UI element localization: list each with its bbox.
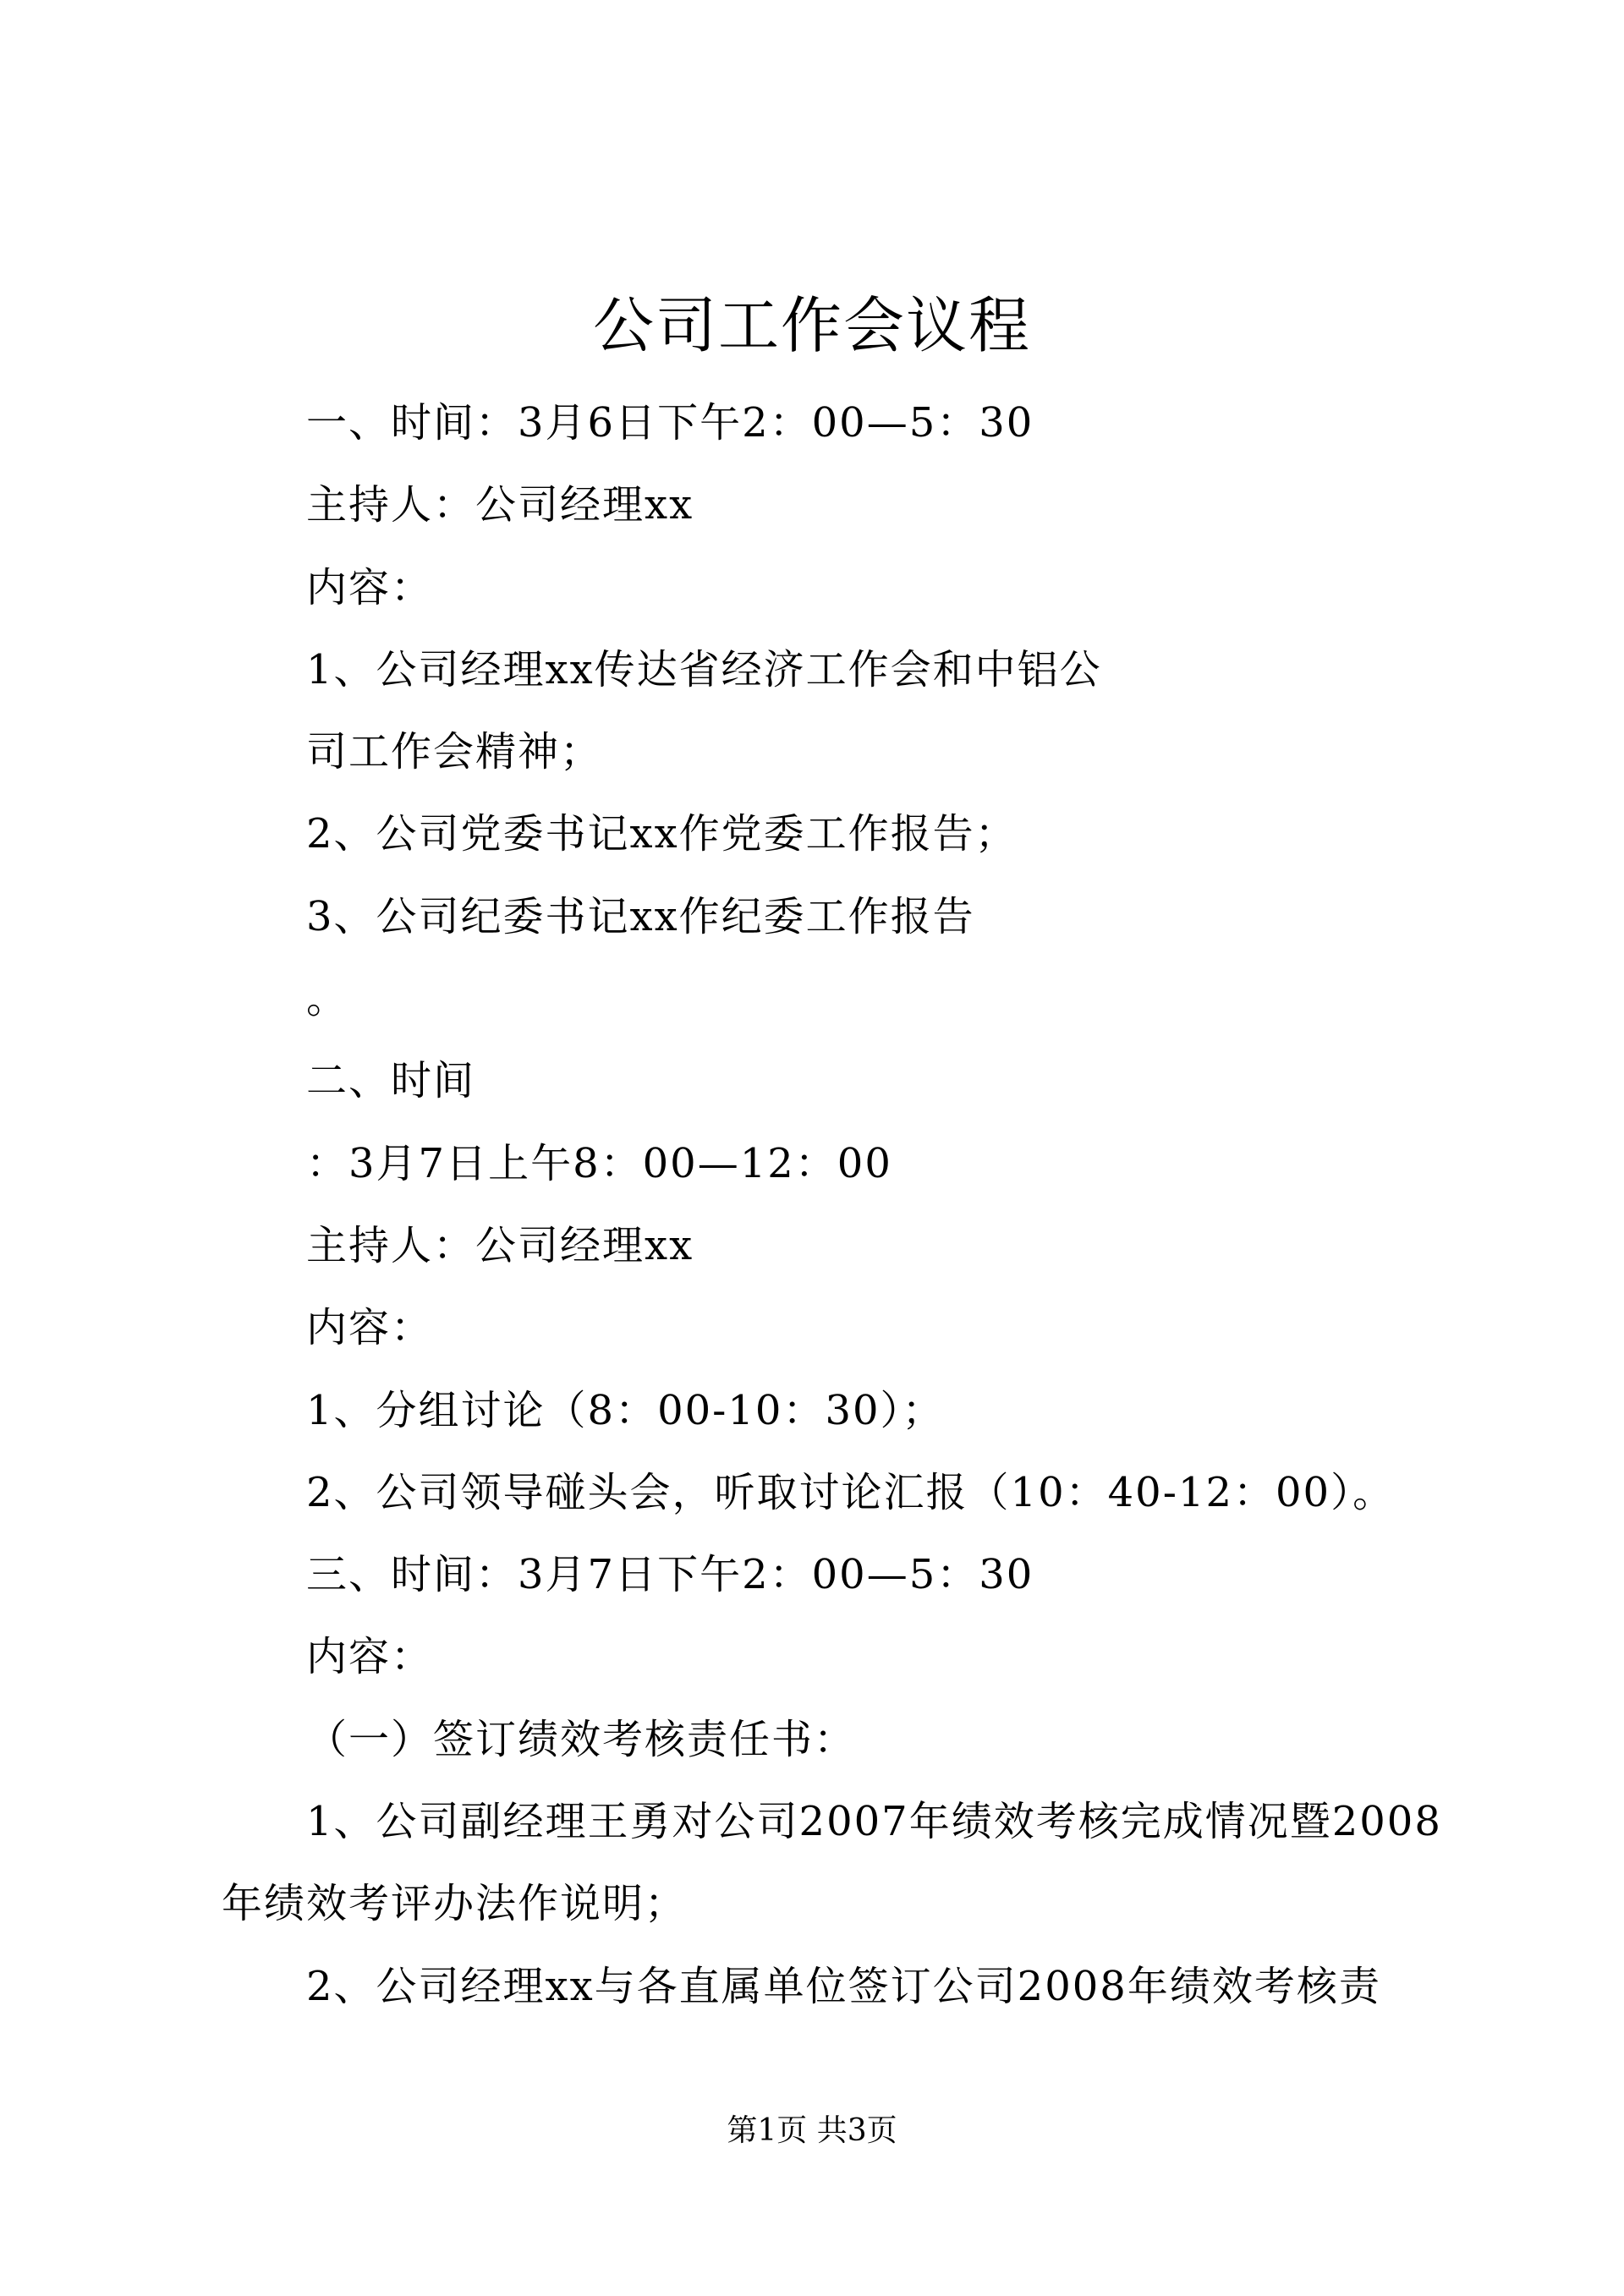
document-line: 二、时间 — [306, 1057, 476, 1105]
document-line: 一、时间：3月6日下午2：00—5：30 — [306, 399, 1034, 447]
document-line: 1、分组讨论（8：00-10：30）； — [306, 1386, 945, 1434]
document-line: 司工作会精神； — [306, 728, 603, 776]
document-line: 内容： — [306, 563, 434, 611]
document-line: 内容： — [306, 1304, 434, 1352]
document-line: 2、公司领导碰头会，听取讨论汇报（10：40-12：00）。 — [306, 1468, 1396, 1516]
document-line: （一）签订绩效考核责任书： — [306, 1715, 857, 1763]
document-line: 1、公司经理xx传达省经济工作会和中铝公 — [306, 645, 1102, 693]
document-line: 内容： — [306, 1633, 434, 1681]
document-title: 公司工作会议程 — [592, 290, 1031, 361]
document-body — [222, 382, 1442, 2028]
document-line: 三、时间：3月7日下午2：00—5：30 — [306, 1551, 1034, 1599]
document-line: 主持人：公司经理xx — [306, 481, 694, 529]
document-line: 主持人：公司经理xx — [306, 1221, 694, 1269]
document-line: ：3月7日上午8：00—12：00 — [306, 1139, 892, 1187]
document-line: 1、公司副经理王勇对公司2007年绩效考核完成情况暨2008 — [306, 1798, 1442, 1846]
document-line: 2、公司经理xx与各直属单位签订公司2008年绩效考核责 — [306, 1962, 1381, 2010]
page-footer: 第1页 共3页 — [727, 2113, 897, 2148]
document-line: 2、公司党委书记xx作党委工作报告； — [306, 810, 1018, 858]
document-line: 。 — [306, 975, 349, 1023]
document-line: 3、公司纪委书记xx作纪委工作报告 — [306, 892, 975, 940]
document-line: 年绩效考评办法作说明； — [222, 1880, 688, 1928]
